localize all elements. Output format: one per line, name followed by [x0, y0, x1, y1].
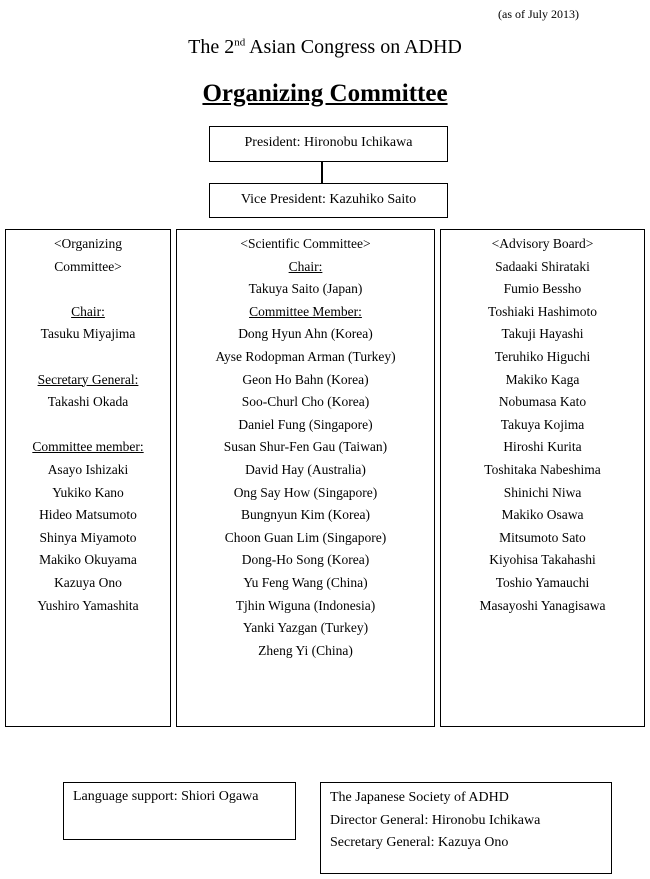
scientific-member: Dong-Ho Song (Korea)	[241, 552, 370, 568]
scientific-chair-label: Chair:	[288, 258, 323, 274]
advisory-member: Toshio Yamauchi	[495, 574, 590, 590]
organizing-member: Hideo Matsumoto	[39, 507, 137, 523]
advisory-board-box	[440, 229, 645, 727]
society-box	[320, 782, 612, 874]
advisory-member: Hiroshi Kurita	[503, 439, 582, 455]
vice-president-box: Vice President: Kazuhiko Saito	[209, 183, 448, 218]
advisory-member: Makiko Kaga	[505, 371, 580, 387]
scientific-member: Susan Shur-Fen Gau (Taiwan)	[223, 439, 388, 455]
scientific-member: Geon Ho Bahn (Korea)	[242, 371, 369, 387]
scientific-member: David Hay (Australia)	[245, 461, 366, 477]
language-support-box	[63, 782, 296, 840]
page-title: Organizing Committee	[202, 80, 448, 107]
advisory-member: Toshitaka Nabeshima	[484, 461, 601, 477]
organizing-member: Shinya Miyamoto	[39, 529, 137, 545]
scientific-member: Tjhin Wiguna (Indonesia)	[235, 597, 376, 613]
scientific-member: Bungnyun Kim (Korea)	[241, 507, 370, 523]
president-box: President: Hironobu Ichikawa	[209, 126, 448, 162]
scientific-committee-box	[176, 229, 435, 727]
language-support-text: Language support: Shiori Ogawa	[73, 789, 259, 804]
date-note: (as of July 2013)	[498, 7, 579, 21]
congress-ordinal-suffix: nd	[234, 36, 246, 49]
organizing-secretary-label: Secretary General:	[37, 371, 139, 387]
scientific-member: Dong Hyun Ahn (Korea)	[238, 326, 373, 342]
organizing-heading-line2: Committee>	[54, 258, 122, 274]
spacer	[6, 414, 170, 437]
organizing-committee-box	[5, 229, 171, 727]
society-secretary: Secretary General: Kazuya Ono	[330, 835, 509, 851]
connector-line	[321, 162, 323, 183]
organizing-secretary: Takashi Okada	[47, 394, 129, 410]
scientific-member: Yanki Yazgan (Turkey)	[242, 620, 369, 636]
organizing-chair-label: Chair:	[71, 303, 105, 319]
advisory-member: Fumio Bessho	[503, 281, 582, 297]
advisory-member: Mitsumoto Sato	[499, 529, 586, 545]
scientific-chair: Takuya Saito (Japan)	[248, 281, 363, 297]
spacer	[6, 278, 170, 301]
organizing-members-label: Committee member:	[32, 439, 144, 455]
advisory-member: Nobumasa Kato	[498, 394, 587, 410]
advisory-member: Sadaaki Shirataki	[495, 258, 590, 274]
advisory-member: Takuji Hayashi	[501, 326, 584, 342]
scientific-member: Ayse Rodopman Arman (Turkey)	[215, 348, 396, 364]
congress-title	[0, 36, 650, 59]
scientific-heading: <Scientific Committee>	[240, 236, 371, 251]
organizing-heading-line1: <Organizing	[53, 236, 123, 251]
organizing-member: Kazuya Ono	[54, 574, 122, 590]
society-name: The Japanese Society of ADHD	[330, 790, 509, 805]
advisory-member: Takuya Kojima	[500, 416, 585, 432]
congress-suffix: Asian Congress on ADHD	[245, 36, 462, 58]
organizing-chair: Tasuku Miyajima	[40, 326, 136, 342]
scientific-member: Ong Say How (Singapore)	[233, 484, 378, 500]
scientific-members-label: Committee Member:	[249, 303, 362, 319]
organizing-member: Yushiro Yamashita	[37, 597, 139, 613]
advisory-member: Makiko Osawa	[501, 507, 584, 523]
advisory-member: Teruhiko Higuchi	[494, 348, 591, 364]
scientific-member: Zheng Yi (China)	[258, 642, 353, 658]
advisory-member: Kiyohisa Takahashi	[489, 552, 596, 568]
scientific-member: Daniel Fung (Singapore)	[238, 416, 373, 432]
scientific-member: Yu Feng Wang (China)	[243, 574, 368, 590]
advisory-member: Shinichi Niwa	[503, 484, 582, 500]
organizing-member: Yukiko Kano	[52, 484, 124, 500]
advisory-member: Masayoshi Yanagisawa	[479, 597, 606, 613]
advisory-heading: <Advisory Board>	[491, 236, 594, 251]
society-director: Director General: Hironobu Ichikawa	[330, 812, 541, 828]
organizing-member: Asayo Ishizaki	[47, 461, 129, 477]
advisory-member: Toshiaki Hashimoto	[488, 303, 597, 319]
spacer	[6, 346, 170, 369]
scientific-member: Soo-Churl Cho (Korea)	[241, 394, 370, 410]
organizing-member: Makiko Okuyama	[39, 552, 137, 568]
scientific-member: Choon Guan Lim (Singapore)	[224, 529, 387, 545]
congress-prefix: The 2	[188, 36, 235, 58]
